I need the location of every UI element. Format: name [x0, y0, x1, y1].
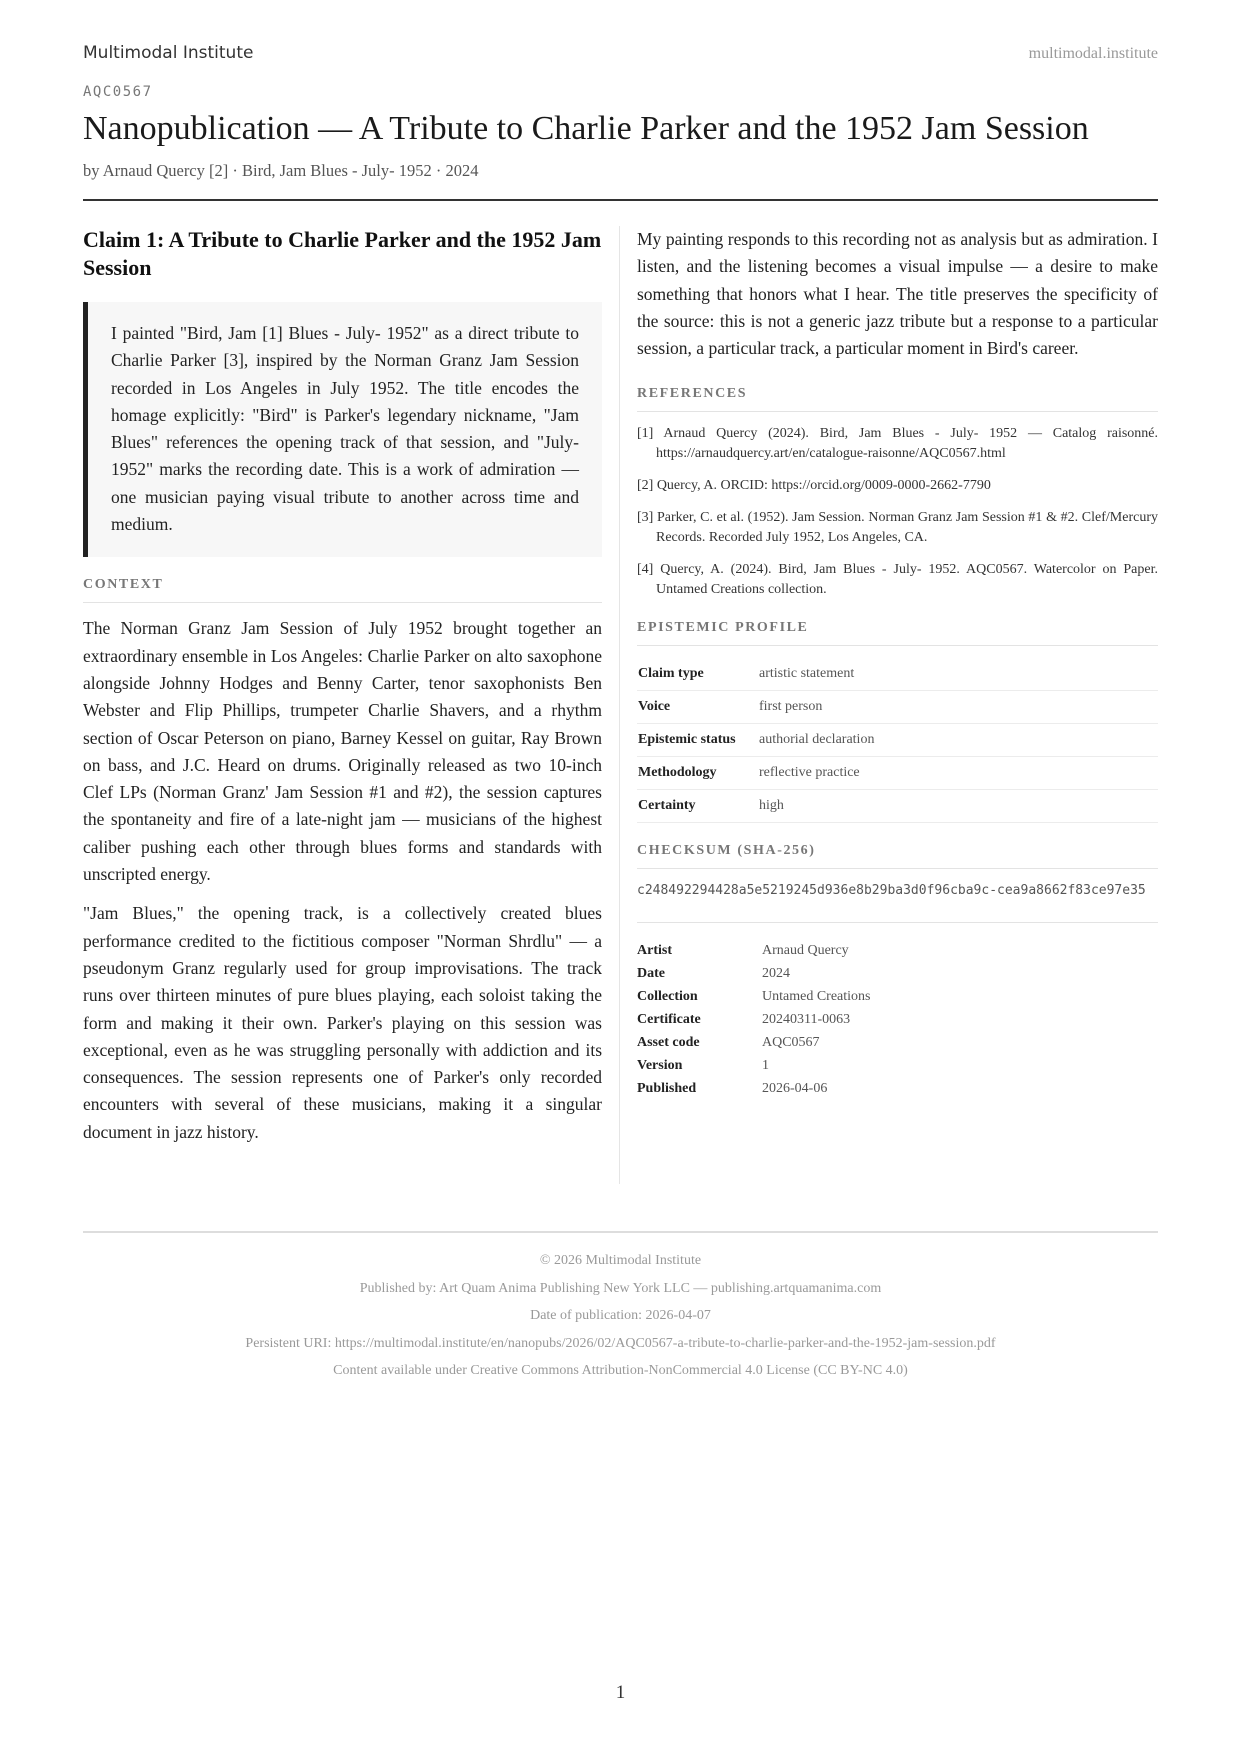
row-value: Untamed Creations [762, 988, 871, 1004]
left-column [83, 226, 602, 1158]
metadata-table [637, 939, 870, 1100]
row-value: 2026-04-06 [762, 1080, 828, 1096]
reference-item[interactable]: [1] Arnaud Quercy (2024). Bird, Jam Blues - July- 1952 — Catalog raisonné. https://arnaudquercy.art/en/catalogue-raisonne/AQC0567.html [637, 426, 1158, 462]
row-key: Version [637, 1057, 683, 1073]
table-row [637, 658, 1158, 691]
row-value: Arnaud Quercy [762, 942, 849, 958]
row-value: 1 [762, 1057, 769, 1073]
context-heading: CONTEXT [83, 577, 602, 603]
epistemic-heading: EPISTEMIC PROFILE [637, 620, 1158, 646]
table-row [637, 790, 1158, 823]
references-heading: REFERENCES [637, 386, 1158, 412]
table-row [637, 1054, 870, 1077]
page-number: 1 [615, 1682, 626, 1703]
row-value: AQC0567 [762, 1034, 820, 1050]
page-header [83, 43, 1158, 63]
epistemic-table [637, 658, 1158, 823]
footer-copyright: © 2026 Multimodal Institute [539, 1253, 702, 1268]
table-row [637, 939, 870, 962]
footer-license: Content available under Creative Commons Attribution-NonCommercial 4.0 License (CC BY-NC 4.0) [333, 1363, 908, 1378]
footer-uri[interactable]: Persistent URI: https://multimodal.institute/en/nanopubs/2026/02/AQC0567-a-tribute-to-charlie-parker-and-the-1952-jam-session.pdf [245, 1335, 996, 1351]
row-value: high [758, 790, 1158, 823]
claim-heading: Claim 1: A Tribute to Charlie Parker and the 1952 Jam Session [83, 227, 602, 280]
row-key: Claim type [637, 658, 758, 691]
row-key: Methodology [637, 757, 758, 790]
row-key: Date [637, 965, 665, 981]
row-key: Published [637, 1080, 697, 1096]
column-divider [619, 226, 620, 1184]
reference-item: [4] Quercy, A. (2024). Bird, Jam Blues - July- 1952. AQC0567. Watercolor on Paper. Untamed Creations collection. [637, 562, 1158, 598]
references-list [637, 424, 1158, 600]
table-row [637, 985, 870, 1008]
header-rule [83, 199, 1158, 201]
table-row [637, 1008, 870, 1031]
byline: by Arnaud Quercy [2] · Bird, Jam Blues - July- 1952 · 2024 [83, 161, 479, 180]
table-row [637, 691, 1158, 724]
reference-item: [3] Parker, C. et al. (1952). Jam Session. Norman Granz Jam Session #1 & #2. Clef/Mercury Records. Recorded July 1952, Los Angeles, CA. [637, 510, 1158, 546]
row-key: Artist [637, 942, 672, 958]
checksum-value: c248492294428a5e5219245d936e8b29ba3d0f96cba9c-cea9a8662f83ce97e35 [637, 881, 1158, 923]
row-value: 20240311-0063 [762, 1011, 851, 1027]
row-value: first person [758, 691, 1158, 724]
right-column [637, 226, 1158, 1100]
page-title: Nanopublication — A Tribute to Charlie Parker and the 1952 Jam Session [83, 110, 1089, 147]
row-key: Asset code [637, 1034, 700, 1050]
org-name: Multimodal Institute [83, 43, 254, 63]
asset-code: AQC0567 [83, 84, 153, 100]
checksum-heading: CHECKSUM (SHA-256) [637, 843, 1158, 869]
row-key: Certainty [637, 790, 758, 823]
table-row [637, 1077, 870, 1100]
footer-date: Date of publication: 2026-04-07 [530, 1308, 711, 1323]
row-key: Certificate [637, 1011, 701, 1027]
row-key: Collection [637, 988, 698, 1004]
site-link[interactable]: multimodal.institute [1028, 45, 1158, 62]
row-key: Epistemic status [637, 724, 758, 757]
row-key: Voice [637, 691, 758, 724]
context-paragraph: "Jam Blues," the opening track, is a collectively created blues performance credited to the fictitious composer "Norman Shrdlu" — a pseudonym Granz regularly used for group improvisations. The track runs over thirteen minutes of pure blues playing, each soloist taking the form and making it their own. Parker's playing on this session was exceptional, even as he was struggling personally with addiction and its consequences. The session represents one of Parker's only recorded encounters with several of these musicians, making it a singular document in jazz history. [83, 903, 602, 1142]
table-row [637, 757, 1158, 790]
footer-publisher[interactable]: Published by: Art Quam Anima Publishing New York LLC — publishing.artquamanima.com [359, 1280, 882, 1296]
context-paragraph: The Norman Granz Jam Session of July 1952 brought together an extraordinary ensemble in Los Angeles: Charlie Parker on alto saxophone alongside Johnny Hodges and Benny Carter, tenor saxophonists Ben Webster and Flip Phillips, trumpeter Charlie Shavers, and a rhythm section of Oscar Peterson on piano, Barney Kessel on guitar, Ray Brown on bass, and J.C. Heard on drums. Originally released as two 10-inch Clef LPs (Norman Granz' Jam Session #1 and #2), the session captures the spontaneity and fire of a late-night jam — musicians of the highest caliber pushing each other through blues forms and standards with unscripted energy. [83, 618, 602, 885]
row-value: authorial declaration [758, 724, 1158, 757]
intro-paragraph: My painting responds to this recording not as analysis but as admiration. I listen, and the listening becomes a visual impulse — a desire to make something that honors what I hear. The title preserves the specificity of the source: this is not a generic jazz tribute but a response to a particular session, a particular track, a particular moment in Bird's career. [637, 229, 1158, 359]
page-footer [83, 1231, 1158, 1389]
row-value: reflective practice [758, 757, 1158, 790]
claim-quote: I painted "Bird, Jam [1] Blues - July- 1952" as a direct tribute to Charlie Parker [3], inspired by the Norman Granz Jam Session recorded in Los Angeles in July 1952. The title encodes the homage explicitly: "Bird" is Parker's legendary nickname, "Jam Blues" references the opening track of that session, and "July- 1952" marks the recording date. This is a work of admiration — one musician paying visual tribute to another across time and medium. [83, 302, 602, 557]
table-row [637, 724, 1158, 757]
table-row [637, 962, 870, 985]
row-value: 2024 [762, 965, 790, 981]
reference-item[interactable]: [2] Quercy, A. ORCID: https://orcid.org/0009-0000-2662-7790 [637, 478, 991, 494]
row-value: artistic statement [758, 658, 1158, 691]
table-row [637, 1031, 870, 1054]
